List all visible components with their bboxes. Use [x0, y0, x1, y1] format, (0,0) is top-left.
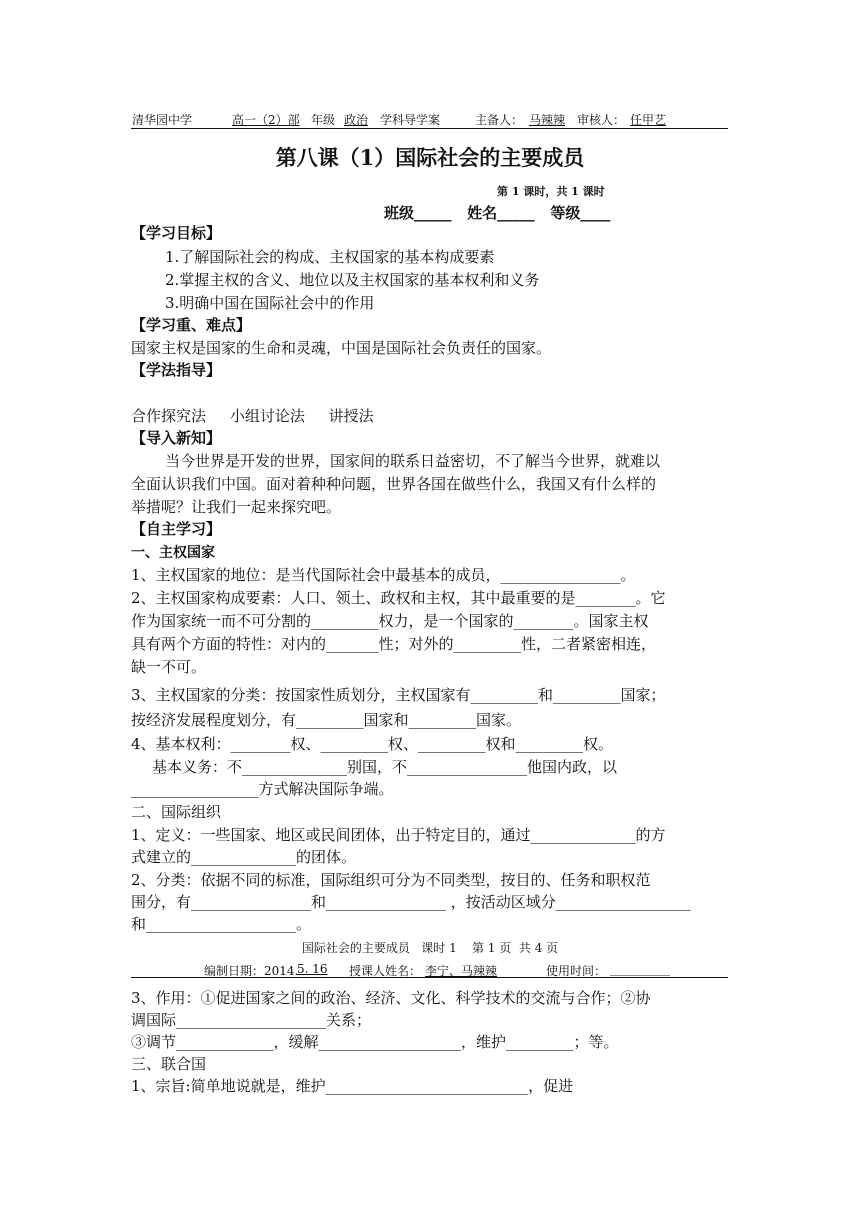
lesson-count: 第 1 课时，共 1 课时	[497, 185, 605, 198]
part3-line: 1、宗旨:简单地说就是，维护___________________________，促进	[131, 1077, 574, 1095]
doc-type: 学科导学案	[380, 113, 441, 127]
use-value: __________	[610, 962, 670, 976]
method-text: 合作探究法 小组讨论法 讲授法	[131, 407, 374, 425]
goals-heading: 【学习目标】	[131, 224, 222, 242]
part1-heading: 一、主权国家	[131, 545, 215, 561]
intro-line: 举措呢？让我们一起来探究吧。	[131, 498, 342, 516]
part1-duties-2: _________________方式解决国际争端。	[131, 780, 394, 798]
part2-line: 围分，有________________和________________ ，按活动区域分__________________	[131, 893, 691, 911]
goal-item: 1.了解国际社会的构成、主权国家的基本构成要素	[165, 248, 495, 266]
part2-line: 1、定义：一些国家、地区或民间团体，出于特定目的，通过______________的方	[131, 826, 666, 844]
grade-suffix: 年级	[311, 113, 336, 127]
part2-role-line: 3、作用：①促进国家之间的政治、经济、文化、科学技术的交流与合作；②协	[131, 989, 651, 1007]
header-divider	[131, 128, 728, 129]
part1-line: 作为国家统一而不可分割的_________权力，是一个国家的________。国家主权	[131, 612, 649, 630]
part1-rights: 4、基本权利：________权、_________权、_________权和_________权。	[131, 735, 614, 753]
page-footer: 国际社会的主要成员 课时 1 第 1 页 共 4 页	[301, 941, 559, 955]
part3-heading: 三、联合国	[131, 1055, 207, 1073]
part1-classification-2: 按经济发展程度划分，有_________国家和_________国家。	[131, 711, 522, 729]
teacher-name: 李宁、马辣辣	[425, 964, 498, 978]
intro-heading: 【导入新知】	[131, 429, 222, 447]
class-name-grade-fields: 班级_____ 姓名_____ 等级____	[384, 204, 611, 222]
goal-item: 3.明确中国在国际社会中的作用	[165, 294, 375, 312]
part2-role-line: ③调节_____________，缓解___________________，维护_________；等。	[131, 1033, 619, 1051]
date-value: 5. 16	[297, 962, 328, 976]
preparer-label: 主备人：	[475, 113, 524, 127]
reviewer-label: 审核人：	[577, 113, 626, 127]
part1-classification: 3、主权国家的分类：按国家性质划分，主权国家有_________和_________国家；	[131, 686, 666, 704]
part1-line: 具有两个方面的特性：对内的_______性；对外的_________性，二者紧密相连，	[131, 635, 657, 653]
part2-line: 和____________________。	[131, 915, 312, 933]
part2-line: 2、分类：依据不同的标准，国际组织可分为不同类型，按目的、任务和职权范	[131, 871, 651, 889]
part1-line: 1、主权国家的地位：是当代国际社会中最基本的成员，________________。	[131, 566, 636, 584]
self-study-heading: 【自主学习】	[131, 520, 222, 538]
reviewer-name: 任甲艺	[630, 113, 667, 127]
part1-duties: 基本义务：不______________别国，不________________他国内政，以	[152, 758, 618, 776]
part2-heading: 二、国际组织	[131, 803, 222, 821]
part2-line: 式建立的______________的团体。	[131, 848, 357, 866]
date-label: 编制日期：2014.	[204, 964, 299, 978]
part1-line: 2、主权国家构成要素：人口、领土、政权和主权，其中最重要的是________。它	[131, 589, 666, 607]
key-text: 国家主权是国家的生命和灵魂，中国是国际社会负责任的国家。	[131, 339, 552, 357]
goal-item: 2.掌握主权的含义、地位以及主权国家的基本权利和义务	[165, 271, 540, 289]
intro-line: 全面认识我们中国。面对着种种问题，世界各国在做些什么，我国又有什么样的	[131, 475, 657, 493]
school-name: 清华园中学	[132, 113, 193, 127]
key-heading: 【学习重、难点】	[131, 316, 252, 334]
grade-value: 高一（2）部	[232, 113, 300, 127]
intro-line: 当今世界是开发的世界，国家间的联系日益密切，不了解当今世界，就难以	[165, 452, 661, 470]
part2-role-line: 调国际____________________关系；	[131, 1011, 372, 1029]
preparer-name: 马辣辣	[529, 113, 566, 127]
page-title: 第八课（1）国际社会的主要成员	[275, 145, 585, 170]
teacher-label: 授课人姓名：	[349, 964, 422, 978]
use-label: 使用时间：	[546, 964, 607, 978]
method-heading: 【学法指导】	[131, 361, 222, 379]
footer-divider	[131, 977, 728, 978]
subject-value: 政治	[344, 113, 369, 127]
part1-line: 缺一不可。	[131, 658, 207, 676]
